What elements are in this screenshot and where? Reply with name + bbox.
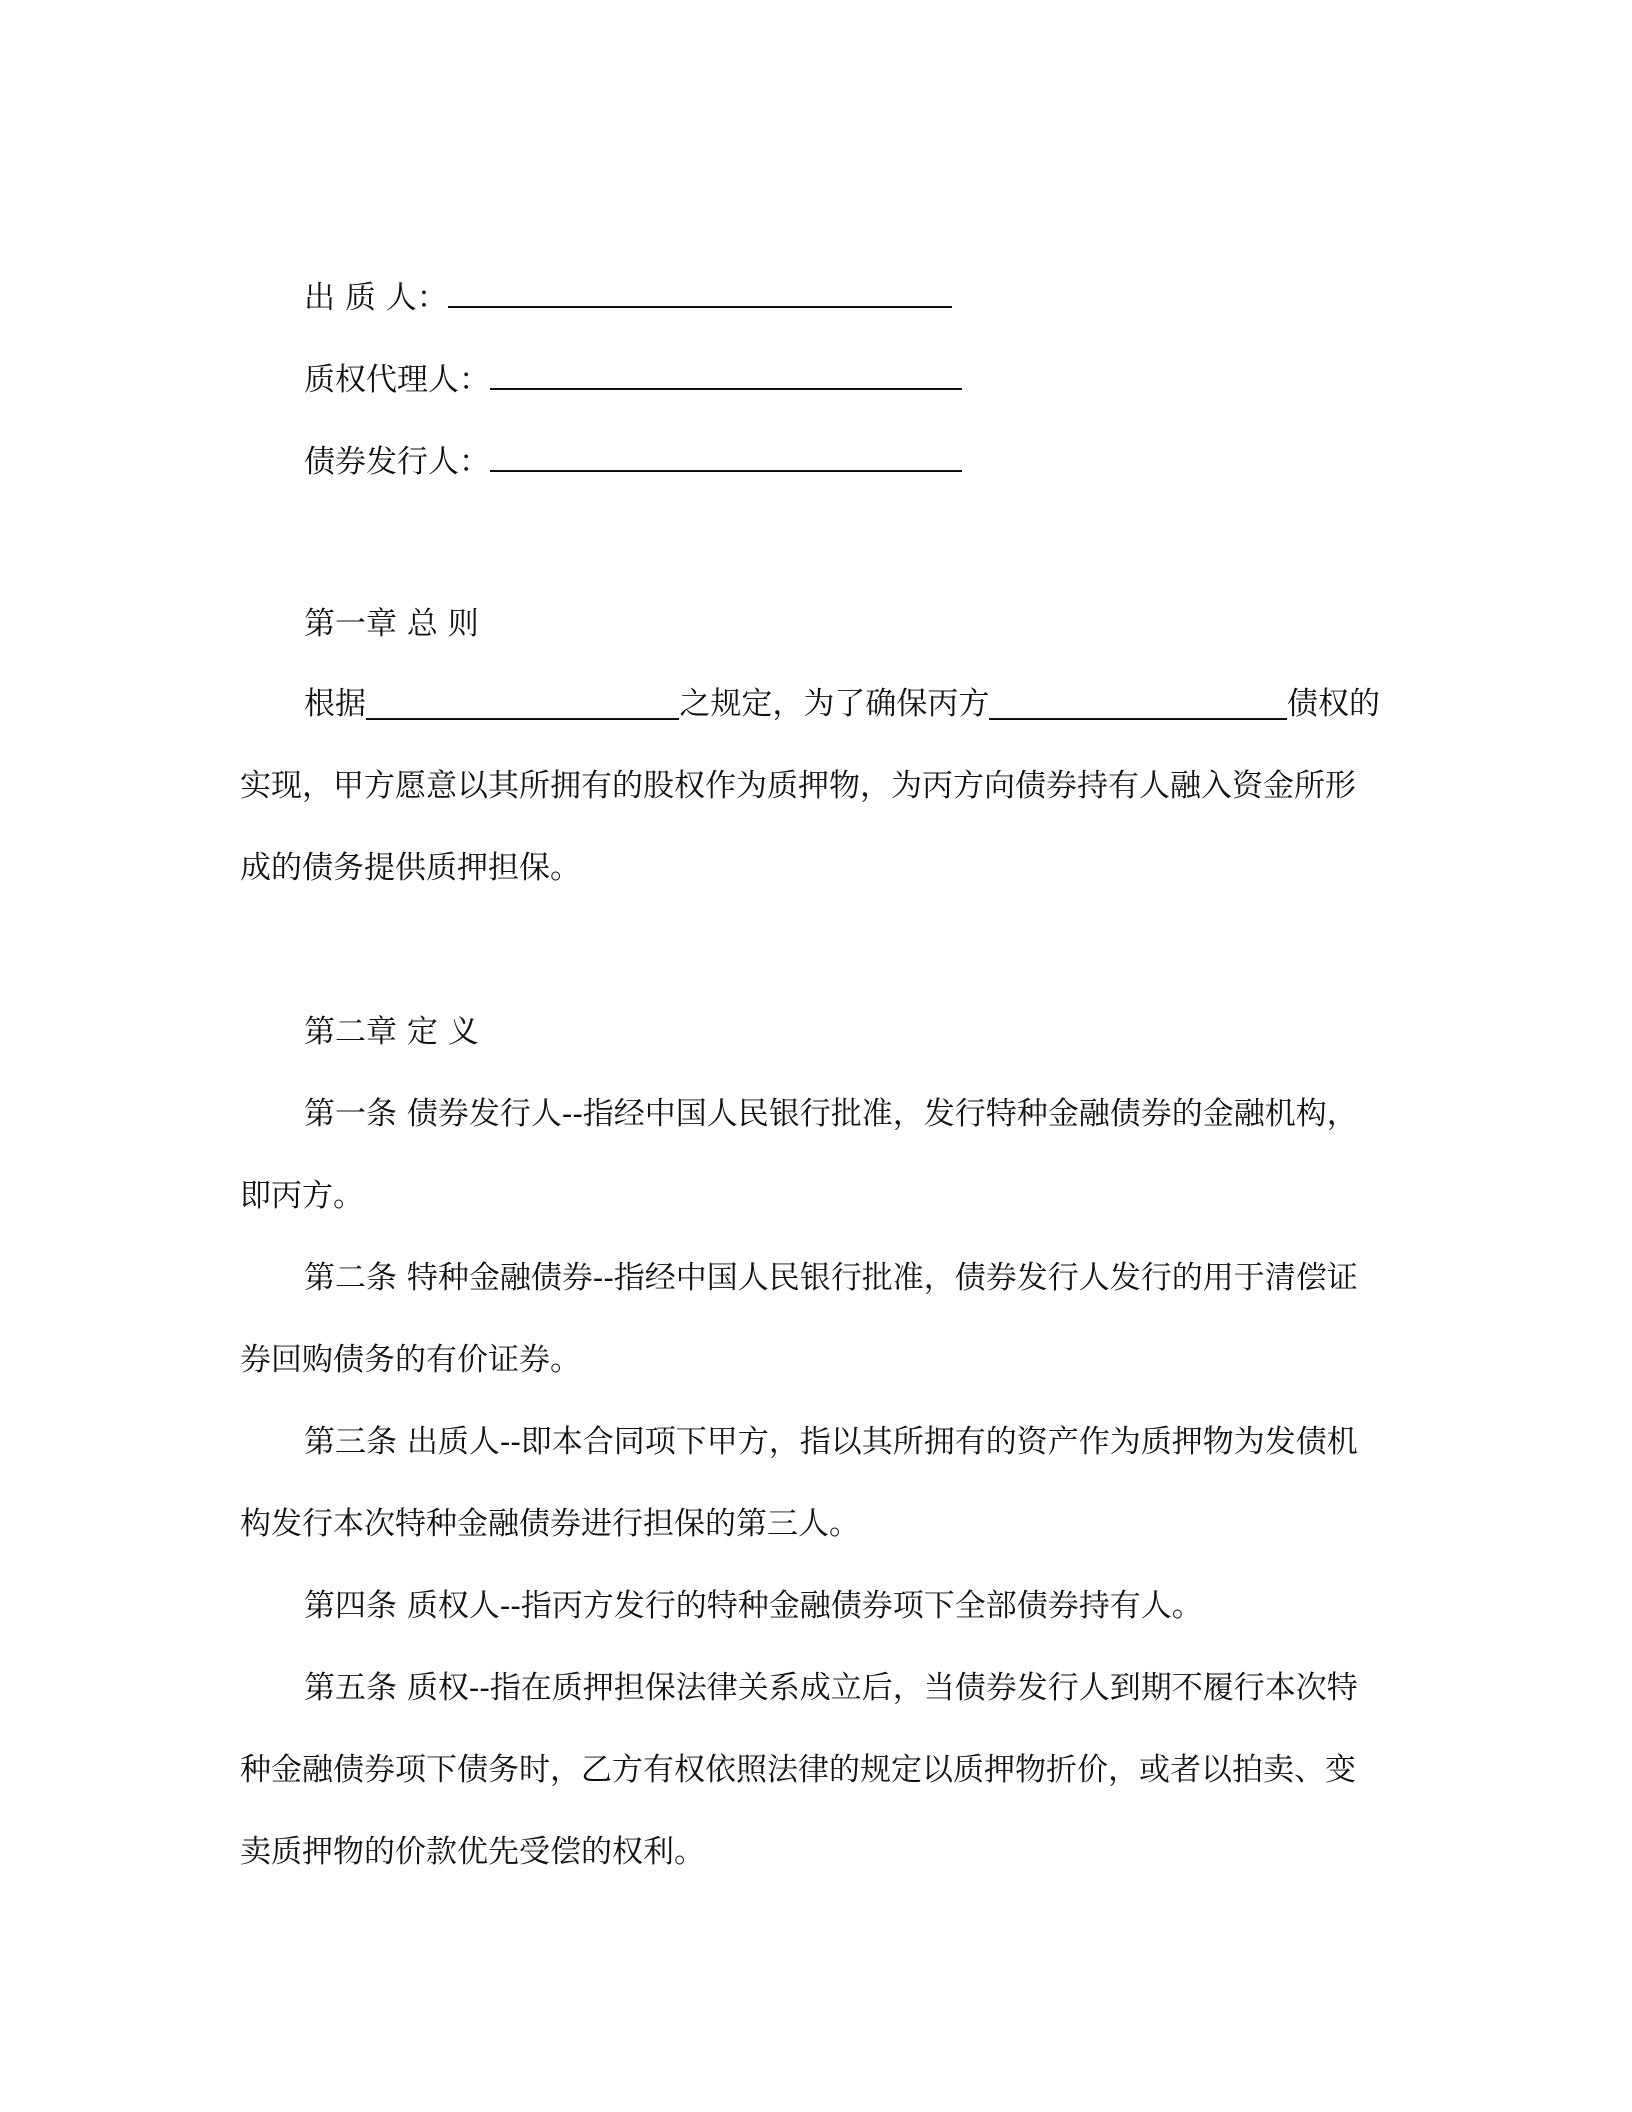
pledgor-field bbox=[304, 272, 1380, 318]
agent-label: 质权代理人： bbox=[304, 362, 490, 398]
chapter1-para-line3: 成的债务提供质押担保。 bbox=[240, 850, 581, 886]
regulation-blank[interactable] bbox=[366, 684, 679, 720]
issuer-label: 债券发行人： bbox=[304, 444, 490, 480]
chapter1-para-start: 根据 bbox=[304, 686, 366, 722]
pledgor-label: 出 质 人： bbox=[304, 280, 448, 316]
article5-line2: 种金融债券项下债务时，乙方有权依照法律的规定以质押物折价，或者以拍卖、变 bbox=[240, 1752, 1356, 1788]
pledgor-blank[interactable] bbox=[448, 272, 952, 308]
chapter1-para-line2: 实现，甲方愿意以其所拥有的股权作为质押物，为丙方向债券持有人融入资金所形 bbox=[240, 768, 1356, 804]
chapter2-title: 第二章 定 义 bbox=[304, 1014, 479, 1050]
debt-blank[interactable] bbox=[989, 684, 1287, 720]
article5-line3: 卖质押物的价款优先受偿的权利。 bbox=[240, 1834, 705, 1870]
article2-line2: 券回购债务的有价证券。 bbox=[240, 1342, 581, 1378]
article5-line1: 第五条 质权--指在质押担保法律关系成立后，当债券发行人到期不履行本次特 bbox=[304, 1670, 1358, 1706]
article3-line1: 第三条 出质人--即本合同项下甲方，指以其所拥有的资产作为质押物为发债机 bbox=[304, 1424, 1358, 1460]
article1-line1: 第一条 债券发行人--指经中国人民银行批准，发行特种金融债券的金融机构， bbox=[304, 1096, 1358, 1132]
chapter1-para-end: 债权的 bbox=[1287, 686, 1380, 722]
article1-line2: 即丙方。 bbox=[240, 1178, 364, 1214]
issuer-field bbox=[304, 436, 1380, 482]
article3-line2: 构发行本次特种金融债券进行担保的第三人。 bbox=[240, 1506, 860, 1542]
agent-field bbox=[304, 354, 1380, 400]
issuer-blank[interactable] bbox=[490, 436, 962, 472]
article2-line1: 第二条 特种金融债券--指经中国人民银行批准，债券发行人发行的用于清偿证 bbox=[304, 1260, 1358, 1296]
chapter1-title: 第一章 总 则 bbox=[304, 606, 479, 642]
article4-line1: 第四条 质权人--指丙方发行的特种金融债券项下全部债券持有人。 bbox=[304, 1588, 1203, 1624]
agent-blank[interactable] bbox=[490, 354, 962, 390]
chapter1-para-mid: 之规定，为了确保丙方 bbox=[679, 686, 990, 722]
chapter1-para-line1 bbox=[304, 684, 1380, 724]
